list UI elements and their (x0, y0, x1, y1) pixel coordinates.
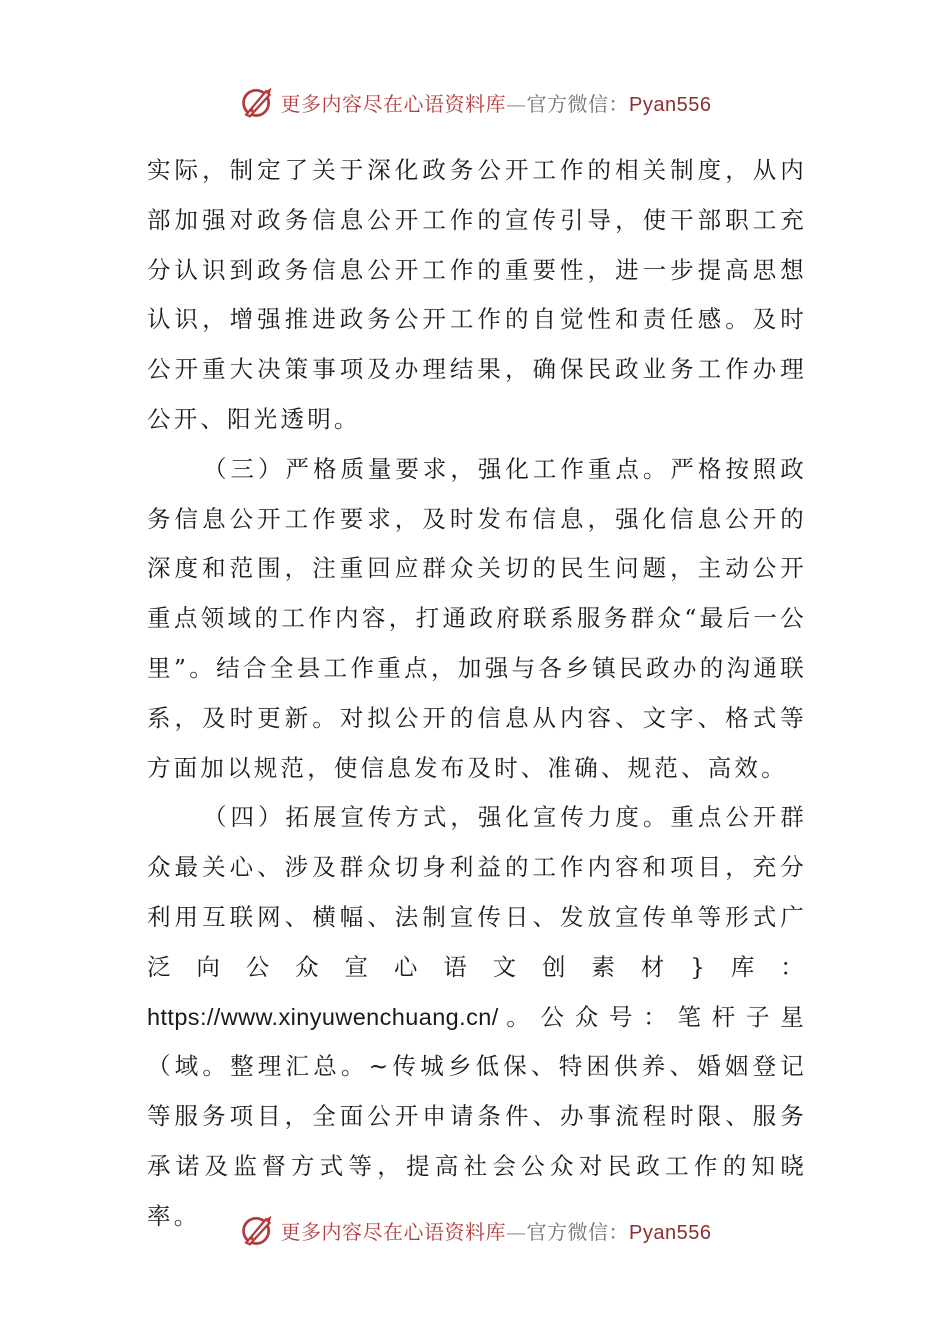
footer-banner-wechat-id: Pyan556 (629, 1221, 712, 1244)
paragraph-section-four-text-a: （四）拓展宣传方式，强化宣传力度。重点公开群众最关心、涉及群众切身利益的工作内容和项目，充分利用互联网、横幅、法制宣传日、发放宣传单等形式广泛向公众宣心语文创素材}库： (147, 803, 807, 981)
header-banner-main: 更多内容尽在心语资料库 (280, 91, 507, 116)
header-banner (0, 82, 950, 122)
footer-banner-text (281, 1216, 712, 1245)
paragraph-section-three: （三）严格质量要求，强化工作重点。严格按照政务信息公开工作要求，及时发布信息，强化信息公开的深度和范围，注重回应群众关切的民生问题，主动公开重点领域的工作内容，打通政府联系服务群众“最后一公里”。结合全县工作重点，加强与各乡镇民政办的沟通联系，及时更新。对拟公开的信息从内容、文字、格式等方面加以规范，使信息发布及时、准确、规范、高效。 (147, 454, 807, 782)
header-banner-separator: — (506, 91, 527, 116)
header-banner-wechat-label: 官方微信： (526, 91, 630, 116)
footer-banner-separator: — (506, 1219, 527, 1244)
header-banner-text (281, 88, 712, 117)
pen-nib-logo-icon (239, 84, 275, 120)
paragraph-section-four-text-b: 。公众号：笔杆子星（域。整理汇总。~传城乡低保、特困供养、婚姻登记等服务项目，全面公开申请条件、办事流程时限、服务承诺及监督方式等，提高社会公众对民政工作的知晓率。 (147, 1002, 807, 1230)
footer-banner-wechat-label: 官方微信： (526, 1219, 630, 1244)
paragraph-continuation: 实际，制定了关于深化政务公开工作的相关制度，从内部加强对政务信息公开工作的宣传引导，使干部职工充分认识到政务信息公开工作的重要性，进一步提高思想认识，增强推进政务公开工作的自觉性和责任感。及时公开重大决策事项及办理结果，确保民政业务工作办理公开、阳光透明。 (147, 156, 807, 433)
document-body (147, 146, 807, 1242)
website-url: https://www.xinyuwenchuang.cn/ (147, 1003, 499, 1030)
footer-banner (0, 1210, 950, 1250)
pen-nib-logo-icon (239, 1212, 275, 1248)
header-banner-wechat-id: Pyan556 (629, 93, 712, 116)
footer-banner-main: 更多内容尽在心语资料库 (280, 1219, 507, 1244)
paragraph-section-four (147, 793, 807, 1241)
